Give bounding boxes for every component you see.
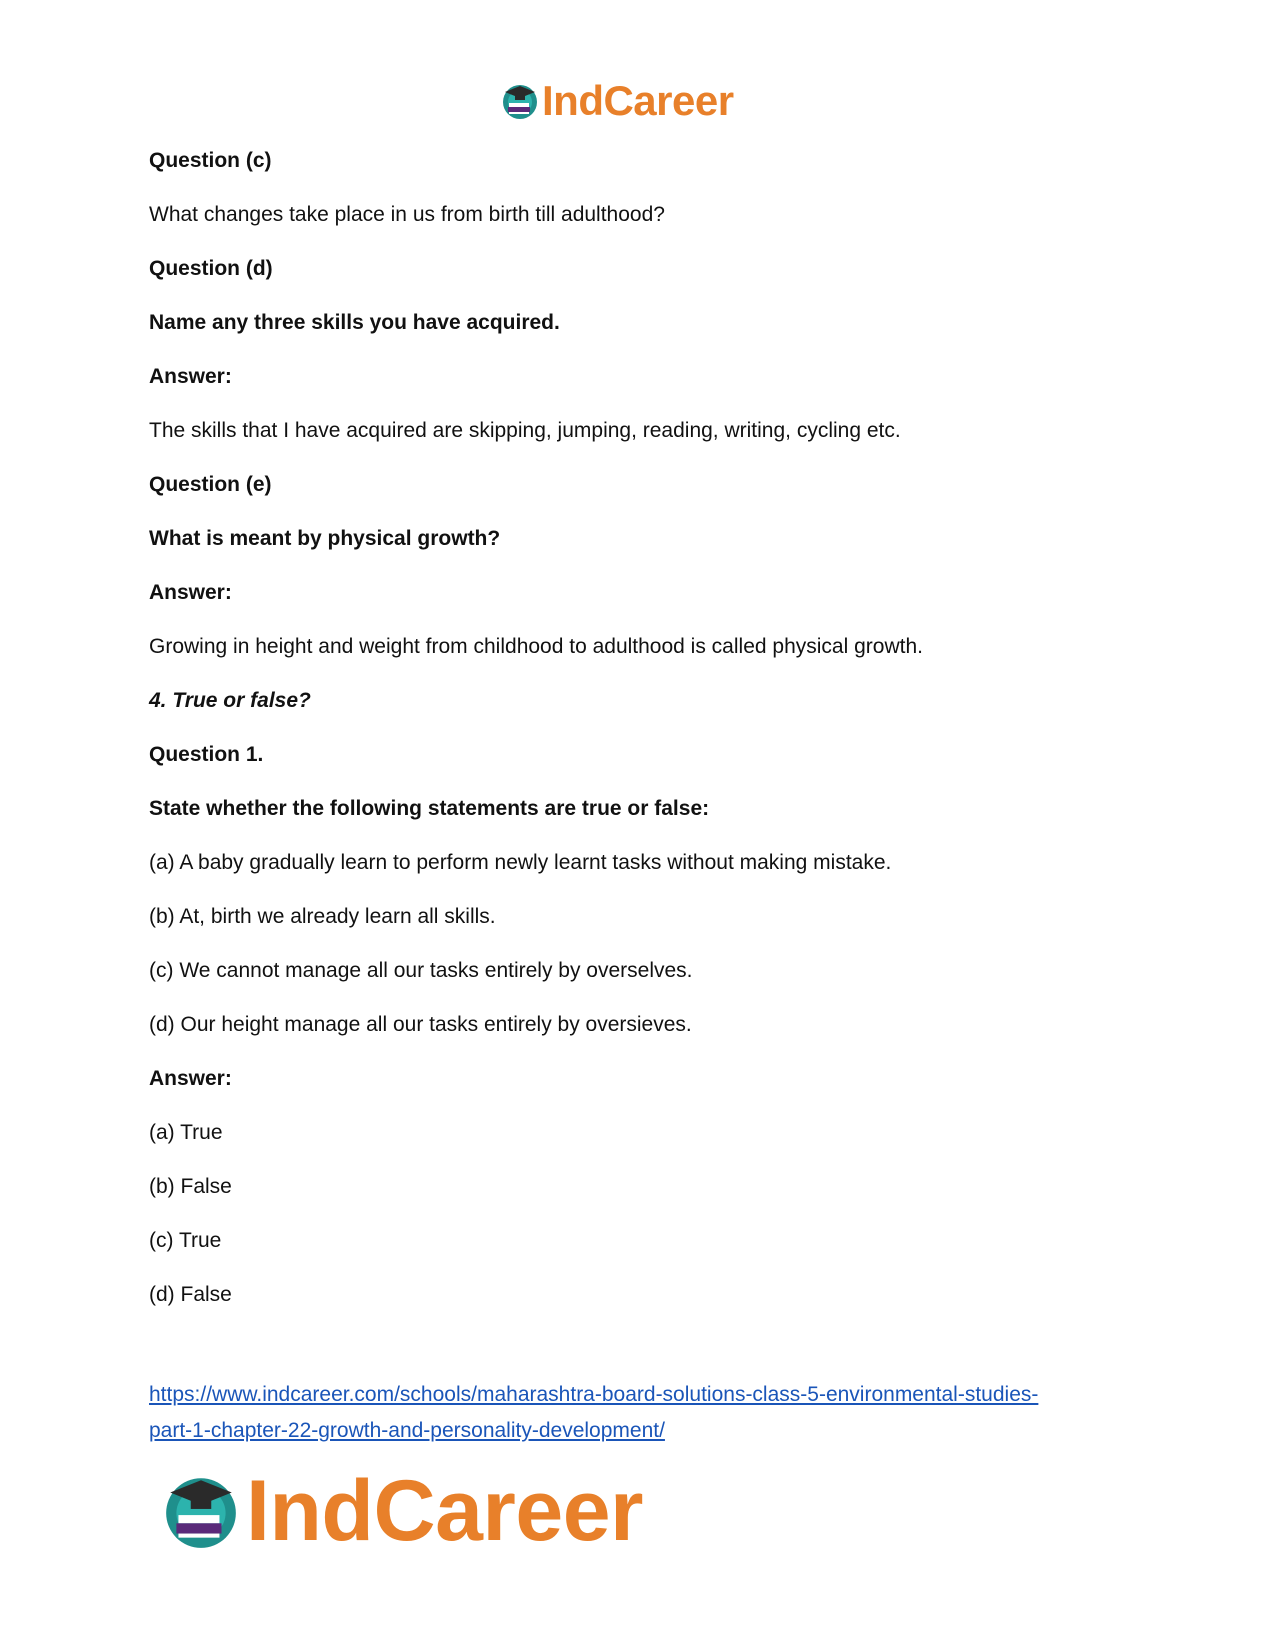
answer-d: (d) False	[149, 1283, 232, 1306]
footer-logo	[160, 1463, 643, 1559]
source-link-line-2[interactable]: part-1-chapter-22-growth-and-personality-development/	[149, 1419, 665, 1442]
answer-d-text: The skills that I have acquired are skipping, jumping, reading, writing, cycling etc.	[149, 419, 901, 442]
source-link-line-1[interactable]: https://www.indcareer.com/schools/maharashtra-board-solutions-class-5-environmental-studies-	[149, 1383, 1039, 1406]
header-logo	[500, 77, 734, 124]
header-logo-text: IndCareer	[542, 77, 734, 124]
statement-c: (c) We cannot manage all our tasks entirely by overselves.	[149, 959, 693, 982]
footer-logo-text: IndCareer	[246, 1463, 643, 1559]
question-d-heading: Question (d)	[149, 257, 273, 280]
answer-c: (c) True	[149, 1229, 222, 1252]
section-true-false-heading: 4. True or false?	[149, 689, 311, 712]
answer-e-text: Growing in height and weight from childhood to adulthood is called physical growth.	[149, 635, 923, 658]
graduation-cap-book-icon	[500, 81, 540, 121]
statement-b: (b) At, birth we already learn all skills.	[149, 905, 496, 928]
question-c-heading: Question (c)	[149, 149, 272, 172]
question-e-heading: Question (e)	[149, 473, 272, 496]
question-1-text: State whether the following statements are true or false:	[149, 797, 710, 820]
statement-a: (a) A baby gradually learn to perform newly learnt tasks without making mistake.	[149, 851, 892, 874]
question-d-text: Name any three skills you have acquired.	[149, 311, 560, 334]
statement-d: (d) Our height manage all our tasks entirely by oversieves.	[149, 1013, 692, 1036]
answer-1-label: Answer:	[149, 1067, 232, 1090]
graduation-cap-book-icon	[160, 1470, 242, 1552]
question-1-heading: Question 1.	[149, 743, 264, 766]
answer-e-label: Answer:	[149, 581, 232, 604]
answer-d-label: Answer:	[149, 365, 232, 388]
question-e-text: What is meant by physical growth?	[149, 527, 501, 550]
source-link[interactable]	[149, 1377, 1139, 1449]
answer-b: (b) False	[149, 1175, 232, 1198]
answer-a: (a) True	[149, 1121, 223, 1144]
question-c-text: What changes take place in us from birth till adulthood?	[149, 203, 665, 226]
